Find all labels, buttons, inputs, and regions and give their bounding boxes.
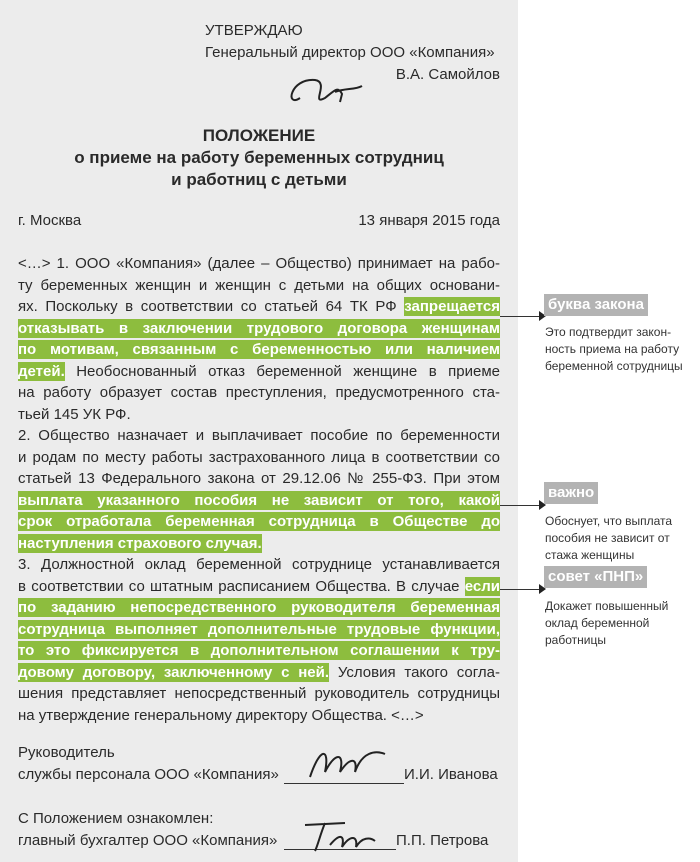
doc-line xyxy=(18,534,500,553)
doc-line xyxy=(18,297,500,316)
doc-line xyxy=(18,469,500,488)
note-text-important xyxy=(545,513,672,564)
sig-head-dept: службы персонала ООО «Компания» xyxy=(18,766,279,783)
doc-line xyxy=(18,598,500,617)
doc-title: ПОЛОЖЕНИЕ xyxy=(202,126,316,145)
doc-line xyxy=(18,555,500,574)
highlighted-text: наступления страхового случая. xyxy=(18,534,262,552)
highlighted-text: по мотивам, связанным с беременностью или наличием xyxy=(18,341,500,358)
doc-line xyxy=(18,641,500,660)
note-line: беременной сотрудницы xyxy=(545,359,683,373)
text-segment: 3. Должностной оклад беременной сотруднице устанавливается xyxy=(18,556,500,573)
highlighted-text: по заданию непосредственного руководителя беременная xyxy=(18,599,500,616)
note-arrow xyxy=(500,589,544,590)
text-segment: статьей 13 Федерального закона от 29.12.06 № 255-ФЗ. При этом xyxy=(18,470,500,487)
text-segment: шения представляет непосредственный руководитель сотрудницы xyxy=(18,685,500,702)
note-label-important: важно xyxy=(544,482,598,504)
text-segment: Необоснованный отказ беременной женщине в приеме xyxy=(64,362,500,380)
note-line: Обоснует, что выплата xyxy=(545,514,673,528)
doc-line xyxy=(18,663,500,682)
sig-acc-title: главный бухгалтер ООО «Компания» xyxy=(18,832,278,849)
highlighted-text: запрещается xyxy=(404,298,500,315)
sig-head-name: И.И. Иванова xyxy=(404,766,498,783)
highlighted-text: отказывать в заключении трудового договора женщинам xyxy=(18,319,500,337)
note-line: Это подтвердит закон- xyxy=(545,325,672,339)
doc-subtitle-1: о приеме на работу беременных сотрудниц xyxy=(74,148,444,167)
approval-position: Генеральный директор ООО «Компания» xyxy=(205,44,495,61)
text-segment: ту беременных женщин и женщин с детьми на общих основани- xyxy=(18,276,500,294)
doc-line xyxy=(18,254,500,273)
text-segment: на утверждение генеральному директору Общества. <…> xyxy=(18,706,424,724)
highlighted-text: если xyxy=(464,577,500,595)
text-segment: 2. Общество назначает и выплачивает пособие по беременности xyxy=(18,427,500,444)
sig-acc-name: П.П. Петрова xyxy=(396,832,489,849)
note-text-advice xyxy=(545,598,668,649)
doc-line xyxy=(18,426,500,445)
note-line: ность приема на работу xyxy=(545,342,680,356)
doc-line xyxy=(18,684,500,703)
text-segment: Условия такого согла- xyxy=(329,663,500,681)
note-line: работницы xyxy=(545,633,606,647)
doc-place: г. Москва xyxy=(18,212,82,229)
doc-subtitle-2: и работниц с детьми xyxy=(171,170,347,189)
text-segment: и родам по месту работы застрахованного лица в соответствии со xyxy=(18,448,500,466)
doc-line xyxy=(18,577,500,596)
doc-line xyxy=(18,491,500,510)
doc-line xyxy=(18,362,500,381)
highlighted-text: довому договору, заключенному с ней. xyxy=(18,663,330,681)
highlighted-text: выплата указанного пособия не зависит от того, какой xyxy=(18,491,500,509)
text-segment: в соответствии со штатным расписанием Общества. В случае xyxy=(18,577,465,595)
doc-line xyxy=(18,340,500,359)
doc-line xyxy=(18,319,500,338)
doc-date: 13 января 2015 года xyxy=(358,212,500,229)
approval-name: В.А. Самойлов xyxy=(395,66,500,83)
doc-line xyxy=(18,512,500,531)
sig-ack: С Положением ознакомлен: xyxy=(18,810,214,827)
note-arrow xyxy=(500,316,544,317)
note-label-advice: совет «ПНП» xyxy=(544,566,647,588)
text-segment: <…> 1. ООО «Компания» (далее – Общество) принимает на рабо- xyxy=(18,255,500,272)
approval-heading: УТВЕРЖДАЮ xyxy=(205,22,303,39)
highlighted-text: то это фиксируется в дополнительном соглашении к тру- xyxy=(18,642,500,659)
sig-head-title: Руководитель xyxy=(18,744,115,761)
note-text-law xyxy=(545,324,683,375)
note-line: оклад беременной xyxy=(545,616,650,630)
note-line: Докажет повышенный xyxy=(545,599,669,613)
highlighted-text: сотрудница выполняет дополнительные трудовые функции, xyxy=(18,620,500,638)
ivanova-signature xyxy=(300,742,390,784)
doc-line xyxy=(18,620,500,639)
doc-line xyxy=(18,448,500,467)
doc-line xyxy=(18,276,500,295)
highlighted-text: детей. xyxy=(18,362,65,380)
note-arrow xyxy=(500,505,544,506)
doc-line xyxy=(18,383,500,402)
doc-line xyxy=(18,405,500,424)
petrova-signature xyxy=(300,815,380,855)
note-line: стажа женщины xyxy=(545,548,635,562)
highlighted-text: срок отработала беременная сотрудница в Обществе до xyxy=(18,513,500,530)
text-segment: ях. Поскольку в соответствии со статьей 64 ТК РФ xyxy=(18,298,405,315)
text-segment: на работу образует состав преступления, предусмотренного ста- xyxy=(18,384,500,401)
text-segment: тьей 145 УК РФ. xyxy=(18,405,131,423)
note-label-law: буква закона xyxy=(544,294,648,316)
doc-line xyxy=(18,706,500,725)
director-signature xyxy=(280,68,370,113)
note-line: пособия не зависит от xyxy=(545,531,670,545)
